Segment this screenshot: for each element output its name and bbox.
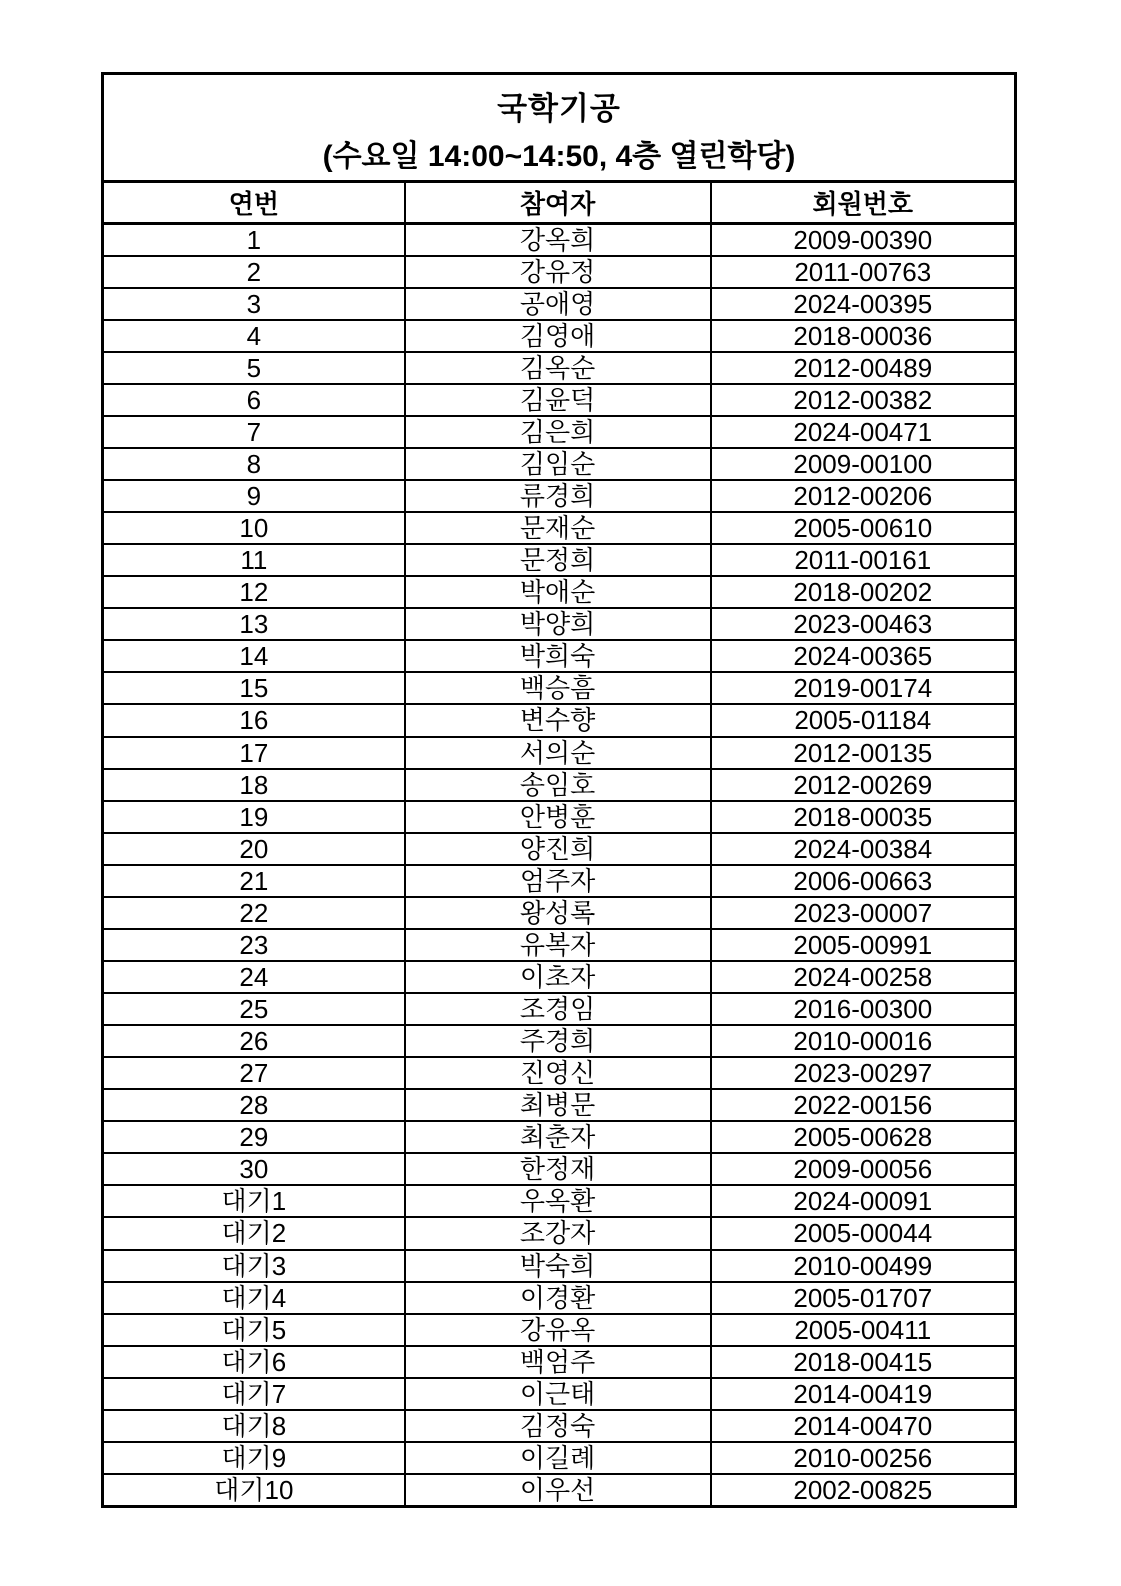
participant-cell: 안병훈	[405, 801, 711, 833]
serial-cell: 17	[103, 737, 405, 769]
table-row	[103, 1346, 1016, 1378]
participant-cell: 서의순	[405, 737, 711, 769]
participant-cell: 이우선	[405, 1474, 711, 1507]
table-row	[103, 672, 1016, 704]
member-no-cell: 2024-00471	[711, 416, 1016, 448]
participant-cell: 진영신	[405, 1057, 711, 1089]
page-title: 국학기공	[497, 91, 621, 126]
serial-cell: 대기5	[103, 1314, 405, 1346]
participant-cell: 김영애	[405, 320, 711, 352]
member-no-cell: 2014-00419	[711, 1378, 1016, 1410]
participant-cell: 류경희	[405, 480, 711, 512]
participant-cell: 우옥환	[405, 1185, 711, 1217]
serial-cell: 18	[103, 769, 405, 801]
member-no-cell: 2006-00663	[711, 865, 1016, 897]
serial-cell: 대기8	[103, 1410, 405, 1442]
participant-cell: 최병문	[405, 1089, 711, 1121]
serial-cell: 20	[103, 833, 405, 865]
member-no-cell: 2011-00161	[711, 544, 1016, 576]
table-row	[103, 512, 1016, 544]
serial-cell: 대기7	[103, 1378, 405, 1410]
member-no-cell: 2002-00825	[711, 1474, 1016, 1507]
table-row	[103, 801, 1016, 833]
participant-cell: 박희숙	[405, 640, 711, 672]
table-row	[103, 1474, 1016, 1507]
participant-cell: 김정숙	[405, 1410, 711, 1442]
serial-cell: 2	[103, 256, 405, 288]
serial-cell: 대기4	[103, 1282, 405, 1314]
column-header-participant: 참여자	[405, 182, 711, 224]
serial-cell: 27	[103, 1057, 405, 1089]
table-row	[103, 993, 1016, 1025]
table-row	[103, 1442, 1016, 1474]
participant-cell: 박양희	[405, 608, 711, 640]
title-row	[103, 74, 1016, 182]
participant-cell: 조경임	[405, 993, 711, 1025]
participant-cell: 엄주자	[405, 865, 711, 897]
member-no-cell: 2024-00091	[711, 1185, 1016, 1217]
member-no-cell: 2005-01707	[711, 1282, 1016, 1314]
member-no-cell: 2016-00300	[711, 993, 1016, 1025]
table-row	[103, 1057, 1016, 1089]
member-no-cell: 2010-00256	[711, 1442, 1016, 1474]
participant-cell: 백엄주	[405, 1346, 711, 1378]
member-no-cell: 2005-00610	[711, 512, 1016, 544]
table-row	[103, 704, 1016, 736]
table-row	[103, 865, 1016, 897]
table-row	[103, 737, 1016, 769]
table-row	[103, 1089, 1016, 1121]
member-no-cell: 2005-00044	[711, 1217, 1016, 1249]
table-row	[103, 480, 1016, 512]
serial-cell: 대기1	[103, 1185, 405, 1217]
serial-cell: 10	[103, 512, 405, 544]
member-no-cell: 2012-00269	[711, 769, 1016, 801]
table-row	[103, 1217, 1016, 1249]
table-row	[103, 352, 1016, 384]
table-row	[103, 288, 1016, 320]
serial-cell: 대기2	[103, 1217, 405, 1249]
page-subtitle: (수요일 14:00~14:50, 4층 열린학당)	[322, 140, 796, 173]
table-row	[103, 961, 1016, 993]
serial-cell: 5	[103, 352, 405, 384]
table-row	[103, 1025, 1016, 1057]
participant-cell: 박숙희	[405, 1250, 711, 1282]
participant-cell: 이경환	[405, 1282, 711, 1314]
table-row	[103, 320, 1016, 352]
serial-cell: 9	[103, 480, 405, 512]
serial-cell: 4	[103, 320, 405, 352]
member-no-cell: 2024-00395	[711, 288, 1016, 320]
member-no-cell: 2024-00384	[711, 833, 1016, 865]
participant-cell: 송임호	[405, 769, 711, 801]
participant-cell: 김윤덕	[405, 384, 711, 416]
member-no-cell: 2005-00411	[711, 1314, 1016, 1346]
serial-cell: 28	[103, 1089, 405, 1121]
member-no-cell: 2024-00365	[711, 640, 1016, 672]
member-no-cell: 2014-00470	[711, 1410, 1016, 1442]
serial-cell: 12	[103, 576, 405, 608]
member-no-cell: 2011-00763	[711, 256, 1016, 288]
table-row	[103, 1378, 1016, 1410]
column-header-serial: 연번	[103, 182, 405, 224]
member-no-cell: 2018-00036	[711, 320, 1016, 352]
member-no-cell: 2009-00100	[711, 448, 1016, 480]
member-no-cell: 2018-00415	[711, 1346, 1016, 1378]
table-row	[103, 608, 1016, 640]
participant-cell: 이길례	[405, 1442, 711, 1474]
column-header-row	[103, 182, 1016, 224]
table-row	[103, 1410, 1016, 1442]
member-no-cell: 2012-00206	[711, 480, 1016, 512]
table-row	[103, 448, 1016, 480]
member-no-cell: 2012-00489	[711, 352, 1016, 384]
table-row	[103, 929, 1016, 961]
participant-cell: 조강자	[405, 1217, 711, 1249]
serial-cell: 7	[103, 416, 405, 448]
participant-cell: 김은희	[405, 416, 711, 448]
member-no-cell: 2022-00156	[711, 1089, 1016, 1121]
title-cell	[103, 74, 1016, 182]
table-row	[103, 384, 1016, 416]
participant-cell: 주경희	[405, 1025, 711, 1057]
serial-cell: 22	[103, 897, 405, 929]
table-row	[103, 416, 1016, 448]
member-no-cell: 2018-00202	[711, 576, 1016, 608]
serial-cell: 26	[103, 1025, 405, 1057]
member-no-cell: 2012-00382	[711, 384, 1016, 416]
participant-cell: 변수향	[405, 704, 711, 736]
table-row	[103, 224, 1016, 256]
table-row	[103, 1185, 1016, 1217]
table-row	[103, 1282, 1016, 1314]
member-no-cell: 2023-00007	[711, 897, 1016, 929]
serial-cell: 대기6	[103, 1346, 405, 1378]
table-row	[103, 769, 1016, 801]
serial-cell: 3	[103, 288, 405, 320]
participant-cell: 최춘자	[405, 1121, 711, 1153]
serial-cell: 24	[103, 961, 405, 993]
participant-cell: 강옥희	[405, 224, 711, 256]
participant-cell: 유복자	[405, 929, 711, 961]
serial-cell: 15	[103, 672, 405, 704]
member-no-cell: 2012-00135	[711, 737, 1016, 769]
serial-cell: 1	[103, 224, 405, 256]
table-row	[103, 544, 1016, 576]
participant-cell: 문재순	[405, 512, 711, 544]
serial-cell: 11	[103, 544, 405, 576]
member-no-cell: 2023-00463	[711, 608, 1016, 640]
serial-cell: 대기3	[103, 1250, 405, 1282]
participant-cell: 강유정	[405, 256, 711, 288]
serial-cell: 8	[103, 448, 405, 480]
serial-cell: 30	[103, 1153, 405, 1185]
participant-cell: 백승흠	[405, 672, 711, 704]
roster-table	[101, 72, 1017, 1508]
serial-cell: 21	[103, 865, 405, 897]
member-no-cell: 2005-00628	[711, 1121, 1016, 1153]
serial-cell: 14	[103, 640, 405, 672]
participant-cell: 박애순	[405, 576, 711, 608]
participant-cell: 이초자	[405, 961, 711, 993]
member-no-cell: 2018-00035	[711, 801, 1016, 833]
member-no-cell: 2023-00297	[711, 1057, 1016, 1089]
serial-cell: 25	[103, 993, 405, 1025]
serial-cell: 대기10	[103, 1474, 405, 1507]
table-body	[103, 224, 1016, 1507]
serial-cell: 13	[103, 608, 405, 640]
participant-cell: 한정재	[405, 1153, 711, 1185]
member-no-cell: 2010-00016	[711, 1025, 1016, 1057]
member-no-cell: 2005-00991	[711, 929, 1016, 961]
member-no-cell: 2019-00174	[711, 672, 1016, 704]
member-no-cell: 2024-00258	[711, 961, 1016, 993]
serial-cell: 16	[103, 704, 405, 736]
member-no-cell: 2005-01184	[711, 704, 1016, 736]
participant-cell: 양진희	[405, 833, 711, 865]
member-no-cell: 2009-00390	[711, 224, 1016, 256]
participant-cell: 김옥순	[405, 352, 711, 384]
serial-cell: 6	[103, 384, 405, 416]
serial-cell: 23	[103, 929, 405, 961]
participant-cell: 공애영	[405, 288, 711, 320]
participant-cell: 김임순	[405, 448, 711, 480]
table-row	[103, 833, 1016, 865]
participant-cell: 강유옥	[405, 1314, 711, 1346]
table-row	[103, 256, 1016, 288]
table-row	[103, 1250, 1016, 1282]
column-header-member-no: 회원번호	[711, 182, 1016, 224]
participant-cell: 왕성록	[405, 897, 711, 929]
participant-cell: 이근태	[405, 1378, 711, 1410]
table-row	[103, 1121, 1016, 1153]
table-row	[103, 897, 1016, 929]
member-no-cell: 2010-00499	[711, 1250, 1016, 1282]
table-row	[103, 576, 1016, 608]
participant-cell: 문정희	[405, 544, 711, 576]
table-row	[103, 1153, 1016, 1185]
serial-cell: 29	[103, 1121, 405, 1153]
table-row	[103, 640, 1016, 672]
table-row	[103, 1314, 1016, 1346]
serial-cell: 대기9	[103, 1442, 405, 1474]
serial-cell: 19	[103, 801, 405, 833]
member-no-cell: 2009-00056	[711, 1153, 1016, 1185]
